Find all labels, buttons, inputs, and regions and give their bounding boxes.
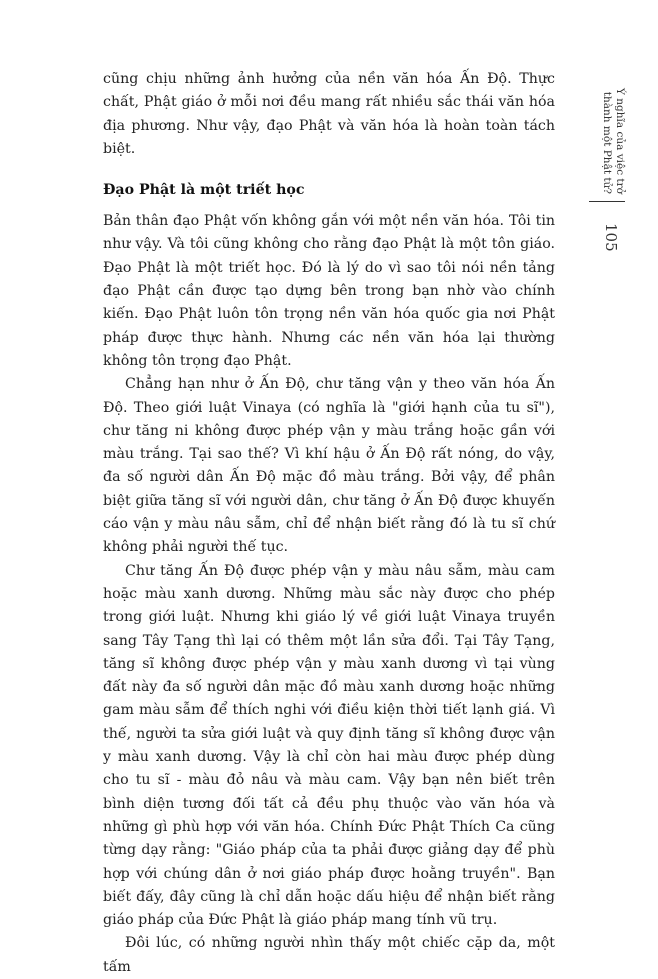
paragraph-1: Bản thân đạo Phật vốn không gắn với một nền văn hóa. Tôi tin như vậy. Và tôi cũng không cho rằng đạo Phật là một tôn giáo. Đạo Phật là một triết học. Đó là lý do vì sao tôi nói nền tảng đạo Phật cần được tạo dựng bên trong bạn nhờ vào chính kiến. Đạo Phật luôn tôn trọng nền văn hóa quốc gia nơi Phật pháp được thực hành. Nhưng các nền văn hóa lại thường không tôn trọng đạo Phật.: [103, 213, 555, 369]
running-head-line-1: Ý nghĩa của việc trở: [614, 88, 626, 194]
paragraph-2: Chẳng hạn như ở Ấn Độ, chư tăng vận y theo văn hóa Ấn Độ. Theo giới luật Vinaya (có nghĩa là "giới hạnh của tu sĩ"), chư tăng ni không được phép vận y màu trắng hoặc gần với màu trắng. Tại sao thế? Vì khí hậu ở Ấn Độ rất nóng, do vậy, đa số người dân Ấn Độ mặc đồ màu trắng. Bởi vậy, để phân biệt giữa tăng sĩ với người dân, chư tăng ở Ấn Độ được khuyến cáo vận y màu nâu sẫm, chỉ để nhận biết rằng đó là tu sĩ chứ không phải người thế tục.: [103, 376, 555, 556]
body-text: [103, 68, 555, 979]
paragraph-4: Đôi lúc, có những người nhìn thấy một chiếc cặp da, một tấm: [103, 935, 555, 975]
running-head-line-2: thành một Phật tử?: [601, 91, 614, 194]
running-head: [601, 44, 626, 194]
header-divider: [589, 201, 625, 202]
section-heading: Đạo Phật là một triết học: [103, 182, 305, 199]
page-number: 105: [602, 223, 620, 252]
paragraph-3: Chư tăng Ấn Độ được phép vận y màu nâu sẫm, màu cam hoặc màu xanh dương. Những màu sắc này được cho phép trong giới luật. Nhưng khi giáo lý về giới luật Vinaya truyền sang Tây Tạng thì lại có thêm một lần sửa đổi. Tại Tây Tạng, tăng sĩ không được phép vận y màu xanh dương vì tại vùng đất này đa số người dân mặc đồ màu xanh dương hoặc những gam màu sẫm để thích nghi với điều kiện thời tiết lạnh giá. Vì thế, người ta sửa giới luật và quy định tăng sĩ không được vận y màu xanh dương. Vậy là chỉ còn hai màu được phép dùng cho tu sĩ - màu đỏ nâu và màu cam. Vậy bạn nên biết trên bình diện tương đối tất cả đều phụ thuộc vào văn hóa và những gì phù hợp với văn hóa. Chính Đức Phật Thích Ca cũng từng dạy rằng: "Giáo pháp của ta phải được giảng dạy để phù hợp với chúng dân ở nơi giáo pháp được hoằng truyền". Bạn biết đấy, đây cũng là chỉ dẫn hoặc dấu hiệu để nhận biết rằng giáo pháp của Đức Phật là giáo pháp mang tính vũ trụ.: [103, 562, 555, 929]
intro-paragraph: cũng chịu những ảnh hưởng của nền văn hóa Ấn Độ. Thực chất, Phật giáo ở mỗi nơi đều mang rất nhiều sắc thái văn hóa địa phương. Như vậy, đạo Phật và văn hóa là hoàn toàn tách biệt.: [103, 71, 555, 157]
